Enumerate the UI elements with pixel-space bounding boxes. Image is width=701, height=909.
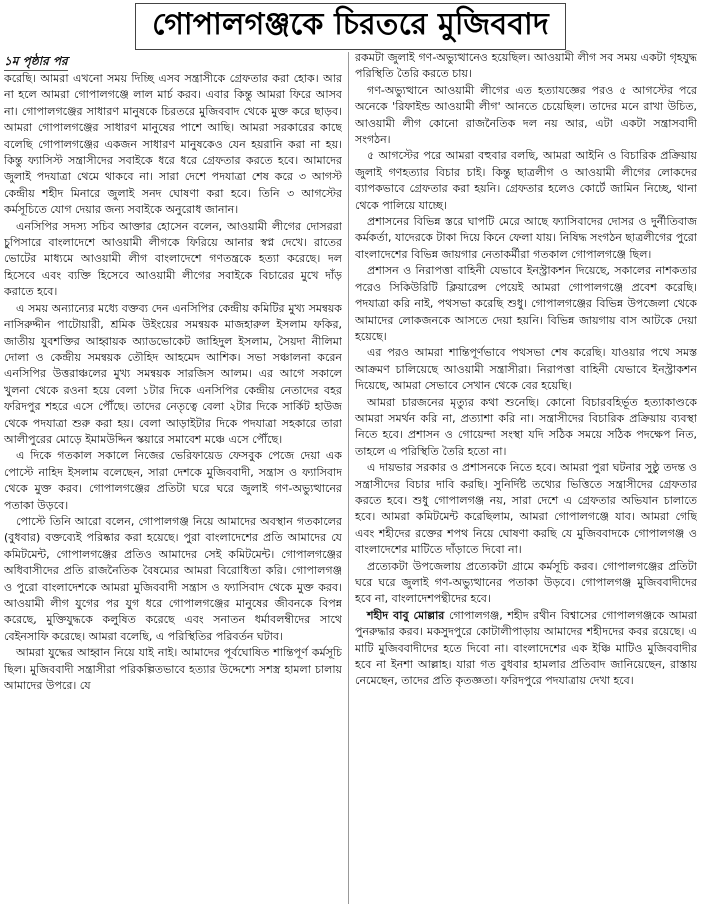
paragraph: এ সময় অন্যান্যের মধ্যে বক্তব্য দেন এনসিপির কেন্দ্রীয় কমিটির মুখ্য সমন্বয়ক নাসিরুদ্দীন পাটোয়ারী, শ্রমিক উইংয়ের সমন্বয়ক মাজহারুল ইসলাম ফকির, জাতীয় যুবশক্তির আহ্বায়ক অ্যাডভোকেট জাহিদুল ইসলাম, সৈয়দা নীলিমা দোলা ও কেন্দ্রীয় সমন্বয়ক তৌহিদ আহমেদ আশিক। সভা সঞ্চালনা করেন এনসিপির উত্তরাঞ্চলের মুখ্য সমন্বয়ক সারজিস আলম। এর আগে সকালে খুলনা থেকে রওনা হয়ে বেলা ১টার দিকে এনসিপির কেন্দ্রীয় নেতাদের বহর ফরিদপুর শহরে এসে পৌঁছে। তাদের নেতৃত্বে বেলা ২টার দিকে সার্কিট হাউজ থেকে পদযাত্রা শুরু করা হয়। বেলা আড়াইটার দিকে পদযাত্রা সহকারে তারা আলীপুরের মোড়ে ইমামউদ্দিন স্কয়ারে সমাবেশ মঞ্চে এসে পৌঁছে। (4, 301, 342, 446)
left-column (4, 50, 342, 909)
headline: গোপালগঞ্জকে চিরতরে মুজিববাদ (135, 3, 566, 50)
paragraph: এ দায়ভার সরকার ও প্রশাসনকে নিতে হবে। আমরা পুরা ঘটনার সুষ্ঠু তদন্ত ও সন্ত্রাসীদের বিচার দাবি করছি। সুনির্দিষ্ট তথ্যের ভিত্তিতে সন্ত্রাসীদের গ্রেফতার করতে হবে। শুধু গোপালগঞ্জ নয়, সারা দেশে এ গ্রেফতার অভিযান চালাতে হবে। আমরা কমিটমেন্ট করেছিলাম, আমরা গোপালগঞ্জে যাব। আমরা গেছি এবং শহীদের রক্তের শপথ নিয়ে ঘোষণা করছি যে মুজিববাদকে গোপালগঞ্জ ও বাংলাদেশের মাটিতে দাঁড়াতে দিবো না। (355, 461, 697, 557)
paragraph: প্রশাসনের বিভিন্ন স্তরে ঘাপটি মেরে আছে ফ্যাসিবাদের দোসর ও দুর্নীতিবাজ কর্মকর্তা, যাদেরকে টাকা দিয়ে কিনে ফেলা যায়। নিষিদ্ধ সংগঠন ছাত্রলীগের পুরো বাংলাদেশের বিভিন্ন জায়গার নেতাকর্মীরা গতকাল গোপালগঞ্জে ছিল। (355, 215, 697, 261)
paragraph: প্রত্যেকটা উপজেলায় প্রত্যেকটা গ্রামে কর্মসূচি করব। গোপালগঞ্জের প্রতিটা ঘরে ঘরে জুলাই গণ-অভ্যুত্থানের পতাকা উড়বে। গোপালগঞ্জ মুজিববাদীদের হবে না, বাংলাদেশপন্থীদের হবে। (355, 559, 697, 606)
byline: শহীদ বাবু মোল্লার (367, 608, 445, 622)
paragraph: এর পরও আমরা শান্তিপূর্ণভাবে পথসভা শেষ করেছি। যাওয়ার পথে সমস্ত আক্রমণ চালিয়েছে আওয়ামী সন্ত্রাসীরা। নিরাপত্তা বাহিনী যেভাবে ইনস্ট্রাকশন দিয়েছে, আমরা সেভাবে সেখান থেকে বের হয়েছি। (355, 346, 697, 393)
jump-label: ১ম পৃষ্ঠার পর (4, 53, 68, 71)
right-column (355, 50, 697, 909)
paragraph: রকমটা জুলাই গণ-অভ্যুত্থানেও হয়েছিল। আওয়ামী লীগ সব সময় একটা গৃহযুদ্ধ পরিস্থিতি তৈরি করতে চায়। (355, 51, 697, 81)
paragraph: এ দিকে গতকাল সকালে নিজের ভেরিফায়েড ফেসবুক পেজে দেয়া এক পোস্টে নাহিদ ইসলাম বলেছেন, সারা দেশকে মুজিববাদী, সন্ত্রাস ও ফ্যাসিবাদ থেকে মুক্ত করব। গোপালগঞ্জের প্রতিটা ঘরে ঘরে জুলাই গণ-অভ্যুত্থানের পতাকা উড়বে। (4, 449, 342, 512)
paragraph: আমরা যুদ্ধের আহ্বান নিয়ে যাই নাই। আমাদের পূর্বঘোষিত শান্তিপূর্ণ কর্মসূচি ছিল। মুজিববাদী সন্ত্রাসীরা পরিকল্পিতভাবে হত্যার উদ্দেশ্যে সশস্ত্র হামলা চালায় আমাদের উপরে। যে (4, 646, 342, 693)
headline-area (0, 0, 701, 50)
paragraph: আমরা চারজনের মৃত্যুর কথা শুনেছি। কোনো বিচারবহির্ভূত হত্যাকাণ্ডকে আমরা সমর্থন করি না, প্রত্যাশা করি না। সন্ত্রাসীদের বিচারিক প্রক্রিয়ায় ব্যবস্থা নিতে হবে। প্রশাসন ও গোয়েন্দা সংস্থা যদি সঠিক সময়ে সঠিক পদক্ষেপ নিত, তাহলে এ পরিস্থিতি তৈরি হতো না। (355, 395, 697, 458)
paragraph: গণ-অভ্যুত্থানে আওয়ামী লীগের এত হত্যাযজ্ঞের পরও ৫ আগস্টের পরে অনেকে 'রিফাইন্ড আওয়ামী লীগ' আনতে চেয়েছিল। তাদের মনে রাখা উচিত, আওয়ামী লীগ কোনো রাজনৈতিক দল নয় আর, এটা একটা সন্ত্রাসবাদী সংগঠন। (355, 83, 697, 147)
paragraph-text: গোপালগঞ্জ, শহীদ রথীন বিশ্বাসের গোপালগঞ্জকে আমরা পুনরুদ্ধার করব। মকসুদপুরে কোটালীপাড়ায় আমাদের শহীদদের কবর রয়েছে। এ মাটি মুজিববাদীদের হতে দিবো না। বাংলাদেশের এক ইঞ্চি মাটিও মুজিববাদীর হবে না ইনশা আল্লাহ। যারা গত বুধবার হামলার প্রতিবাদ জানিয়েছেন, রাস্তায় নেমেছেন, তাদের প্রতি কৃতজ্ঞতা। ফরিদপুরে পদযাত্রায় দেখা হবে। (355, 608, 697, 688)
paragraph: পোস্টে তিনি আরো বলেন, গোপালগঞ্জ নিয়ে আমাদের অবস্থান গতকালের (বুধবার) বক্তব্যেই পরিষ্কার করা হয়েছে। পুরা বাংলাদেশের প্রতি আমাদের যে কমিটমেন্ট, গোপালগঞ্জের প্রতিও আমাদের সেই কমিটমেন্ট। গোপালগঞ্জের অধিবাসীদের প্রতি রাজনৈতিক বৈষম্যের আমরা বিরোধিতা করি। গোপালগঞ্জ ও পুরো বাংলাদেশকে আমরা মুজিববাদী সন্ত্রাস ও ফ্যাসিবাদ থেকে মুক্ত করব। আওয়ামী লীগ যুগের পর যুগ ধরে গোপালগঞ্জের মানুষের জীবনকে বিপন্ন করেছে, মুক্তিযুদ্ধকে কলুষিত করেছে এবং সনাতন ধর্মাবলম্বীদের সাথে বেইনসাফি করেছে। আমরা বলেছি, এ পরিস্থিতির পরিবর্তন ঘটাব। (4, 514, 342, 643)
paragraph: ৫ আগস্টের পরে আমরা বহুবার বলছি, আমরা আইনি ও বিচারিক প্রক্রিয়ায় জুলাই গণহত্যার বিচার চাই। কিন্তু ছাত্রলীগ ও আওয়ামী লীগের লোকদের ব্যাপকভাবে গ্রেফতার করা হয়নি। গ্রেফতার হলেও কোর্টে জামিন নিচ্ছে, থানা থেকে পালিয়ে যাচ্ছে। (355, 149, 697, 212)
paragraph: এনসিপির সদস্য সচিব আক্তার হোসেন বলেন, আওয়ামী লীগের দোসররা চুপিসারে বাংলাদেশে আওয়ামী লীগকে ফিরিয়ে আনার স্বপ্ন দেখে। রাতের ভোটের মাধ্যমে আওয়ামী লীগ বাংলাদেশে গণতন্ত্রকে হত্যা করেছে। দল হিসেবে এবং ব্যক্তি হিসেবে আওয়ামী লীগের সবাইকে বিচারের মুখে দাঁড় করাতে হবে। (4, 219, 342, 299)
paragraph: প্রশাসন ও নিরাপত্তা বাহিনী যেভাবে ইনস্ট্রাকশন দিয়েছে, সকালের নাশকতার পরেও সিকিউরিটি ক্লিয়ারেন্স পেয়েই আমরা গোপালগঞ্জে প্রবেশ করেছি। পদযাত্রা করি নাই, পথসভা করেছি শুধু। গোপালগঞ্জের বিভিন্ন উপজেলা থেকে আমাদের লোকজনকে আসতে দেয়া হয়নি। বিভিন্ন জায়গায় বাস আটকে দেয়া হয়েছে। (355, 264, 697, 343)
column-divider (348, 52, 349, 904)
paragraph-last (355, 608, 697, 690)
paragraph: করেছি। আমরা এখনো সময় দিচ্ছি এসব সন্ত্রাসীকে গ্রেফতার করা হোক। আর না হলে আমরা গোপালগঞ্জে লাল মার্চ করব। এবার কিন্তু আমরা ফিরে আসব না। গোপালগঞ্জের সাধারণ মানুষকে চিরতরে মুজিববাদ থেকে মুক্ত করে ছাড়ব। আমরা গোপালগঞ্জের সাধারণ মানুষের পাশে আছি। আমরা সরকারের কাছে বলেছি গোপালগঞ্জের একজন সাধারণ মানুষকেও যেন হয়রানি করা না হয়। কিন্তু ফ্যাসিস্ট সন্ত্রাসীদের সবাইকে ধরে ধরে গ্রেফতার করতে হবে। আমাদের জুলাই পদযাত্রা থেমে থাকবে না। সারা দেশে পদযাত্রা শেষ করে ৩ আগস্ট কেন্দ্রীয় শহীদ মিনারে জুলাই সনদ ঘোষণা করা হবে। তিনি ৩ আগস্টের কর্মসূচিতে যোগ দেয়ার জন্য সবাইকে অনুরোধ জানান। (4, 72, 342, 217)
